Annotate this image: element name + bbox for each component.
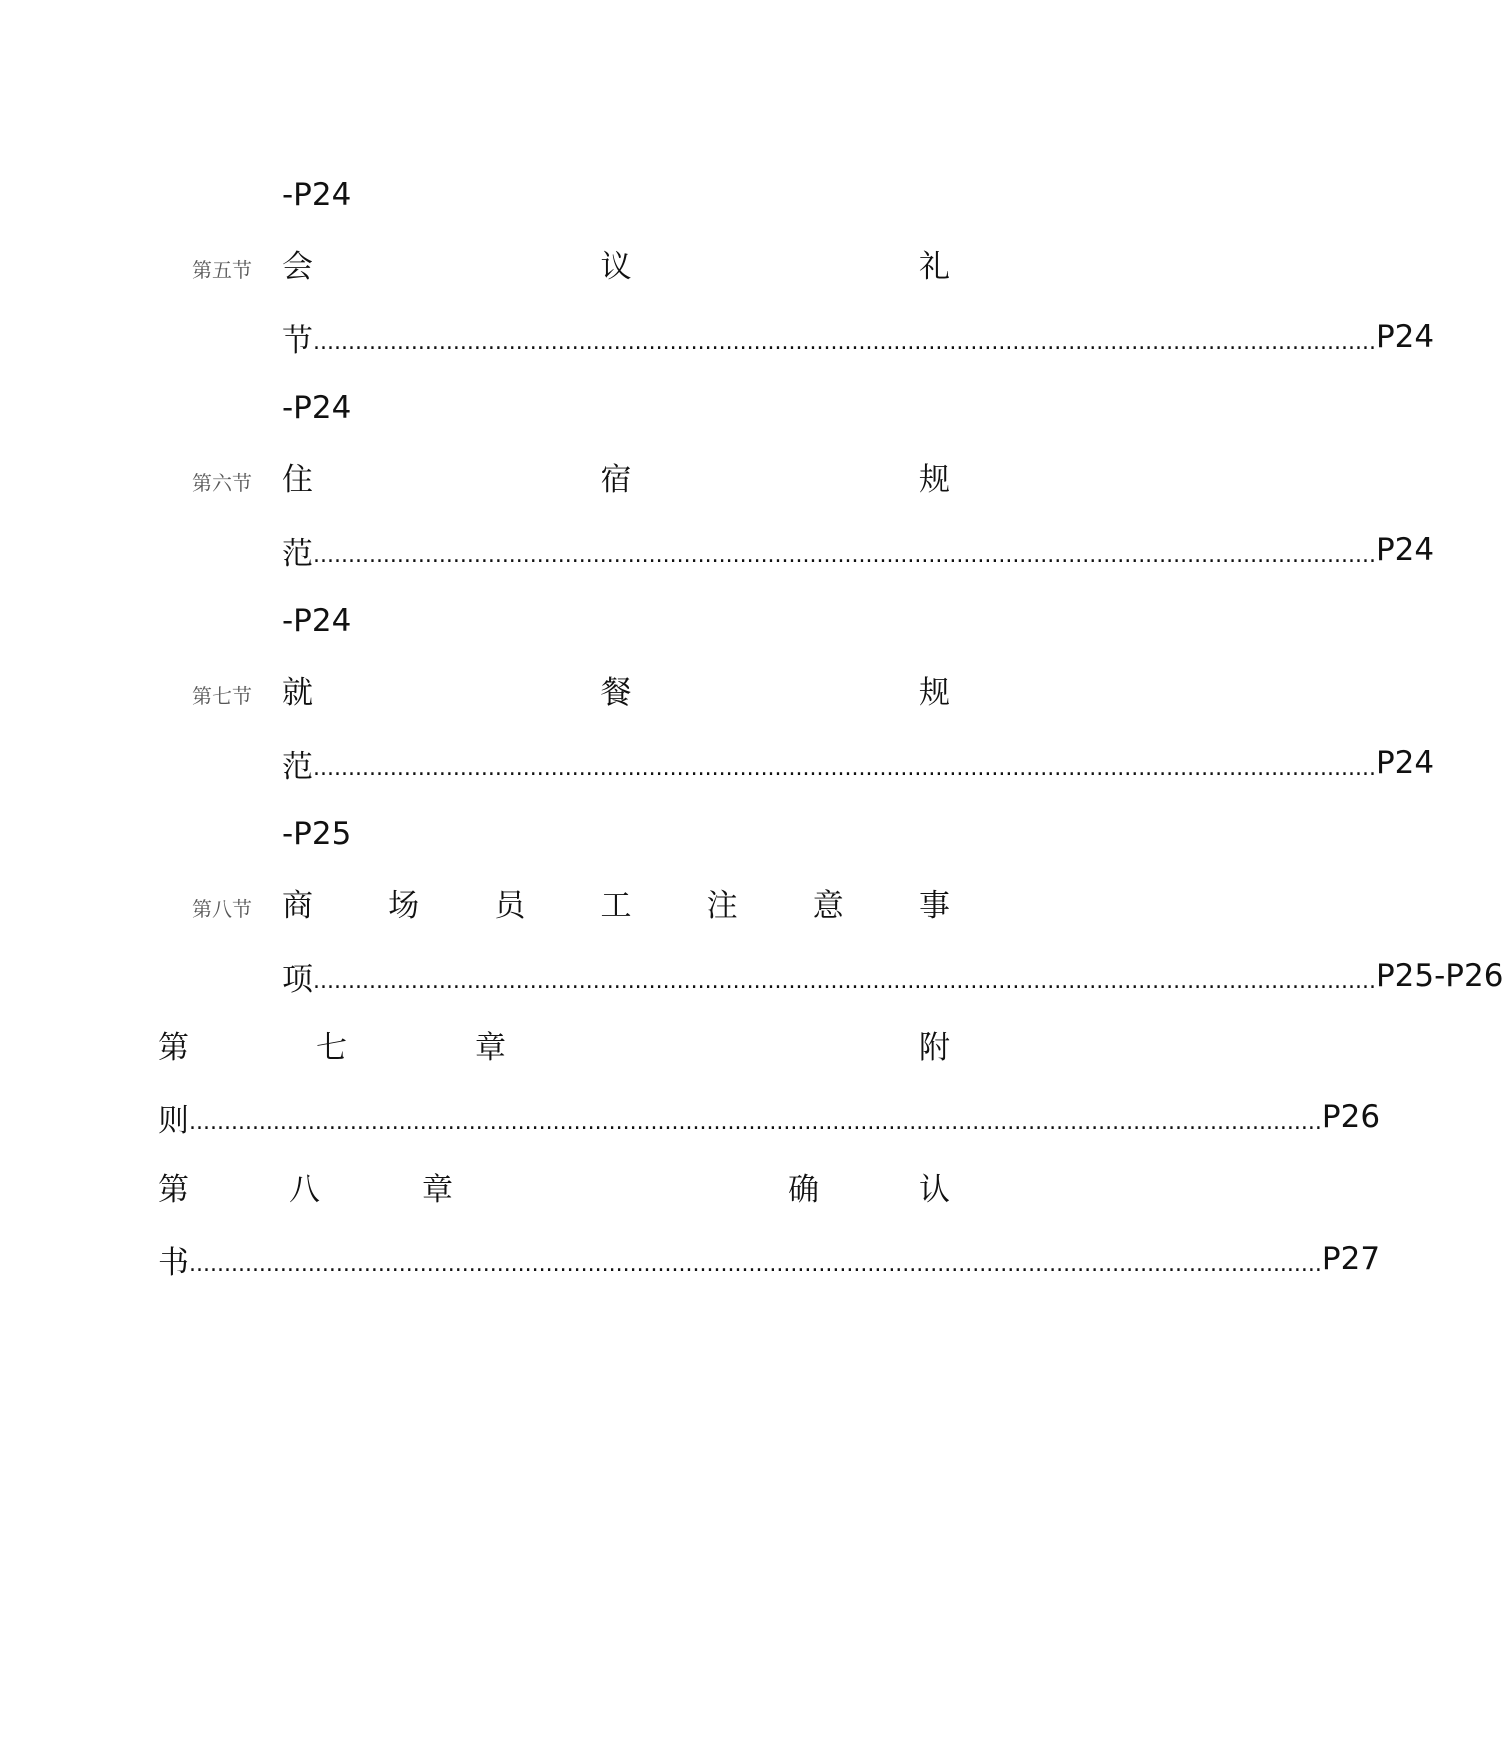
title-char: 意: [812, 888, 844, 924]
leader-dots: ..................................................................................................................................................................: [189, 1251, 1322, 1277]
title-char: 工: [600, 888, 632, 924]
title-char: 章: [475, 1030, 506, 1066]
section-label: 第八节: [192, 897, 252, 921]
title-char: 住: [282, 462, 313, 498]
page-ref: -P24: [282, 390, 352, 426]
page-ref: P24: [1375, 745, 1435, 781]
toc-entry-row: [282, 312, 1435, 362]
title-char: 餐: [600, 675, 632, 711]
page-ref: -P24: [282, 177, 352, 213]
toc-entry-row: [282, 525, 1435, 575]
toc-page-ref-line: [282, 596, 351, 646]
title-char: 员: [494, 888, 526, 924]
title-char: 附: [919, 1030, 950, 1066]
page-ref: P26: [1321, 1099, 1381, 1135]
page-ref: P27: [1321, 1241, 1381, 1277]
toc-title-line: [282, 881, 950, 931]
title-char: 范: [282, 535, 313, 572]
toc-entry-row: [282, 951, 1503, 1001]
title-char: 项: [282, 961, 313, 998]
title-char: 第: [158, 1172, 189, 1208]
page-ref: -P24: [282, 603, 352, 639]
toc-entry-row: [158, 1092, 1381, 1142]
toc-entry-row: [282, 738, 1435, 788]
toc-page-ref-line: [282, 809, 351, 859]
title-char: 商: [282, 888, 313, 924]
page-ref: P24: [1375, 532, 1435, 568]
title-char: 第: [158, 1030, 189, 1066]
leader-dots: ..................................................................................................................................................................: [189, 1109, 1322, 1135]
toc-title-line: [282, 668, 950, 718]
title-char: 规: [919, 675, 950, 711]
toc-page-ref-line: [282, 170, 351, 220]
leader-dots: ........................................................................................................................................................: [313, 968, 1376, 994]
title-char: 则: [158, 1102, 189, 1139]
toc-title-line: [282, 242, 950, 292]
toc-chapter-line: [158, 1165, 950, 1215]
leader-dots: ........................................................................................................................................................: [313, 542, 1376, 568]
title-char: 注: [706, 888, 738, 924]
title-char: 礼: [919, 249, 950, 285]
leader-dots: ........................................................................................................................................................: [313, 755, 1376, 781]
title-char: 范: [282, 748, 313, 785]
toc-title-line: [282, 455, 950, 505]
title-char: 就: [282, 675, 313, 711]
section-label: 第五节: [192, 258, 252, 282]
title-char: 书: [158, 1244, 189, 1281]
toc-entry-row: [158, 1234, 1381, 1284]
title-char: 规: [919, 462, 950, 498]
title-char: 会: [282, 249, 313, 285]
toc-chapter-line: [158, 1023, 950, 1073]
section-label: 第七节: [192, 684, 252, 708]
title-char: 议: [600, 249, 632, 285]
toc-page-ref-line: [282, 383, 351, 433]
title-char: 认: [919, 1172, 950, 1208]
title-char: 七: [316, 1030, 347, 1066]
title-char: 节: [282, 322, 313, 359]
title-char: 事: [918, 888, 950, 924]
leader-dots: ........................................................................................................................................................: [313, 329, 1376, 355]
title-char: 确: [788, 1172, 819, 1208]
title-char: 八: [289, 1172, 320, 1208]
page-ref: -P25: [282, 816, 352, 852]
page-ref: P25-P26: [1375, 958, 1503, 994]
title-char: 章: [422, 1172, 453, 1208]
title-char: 场: [388, 888, 420, 924]
section-label: 第六节: [192, 471, 252, 495]
page-ref: P24: [1375, 319, 1435, 355]
title-char: 宿: [600, 462, 632, 498]
